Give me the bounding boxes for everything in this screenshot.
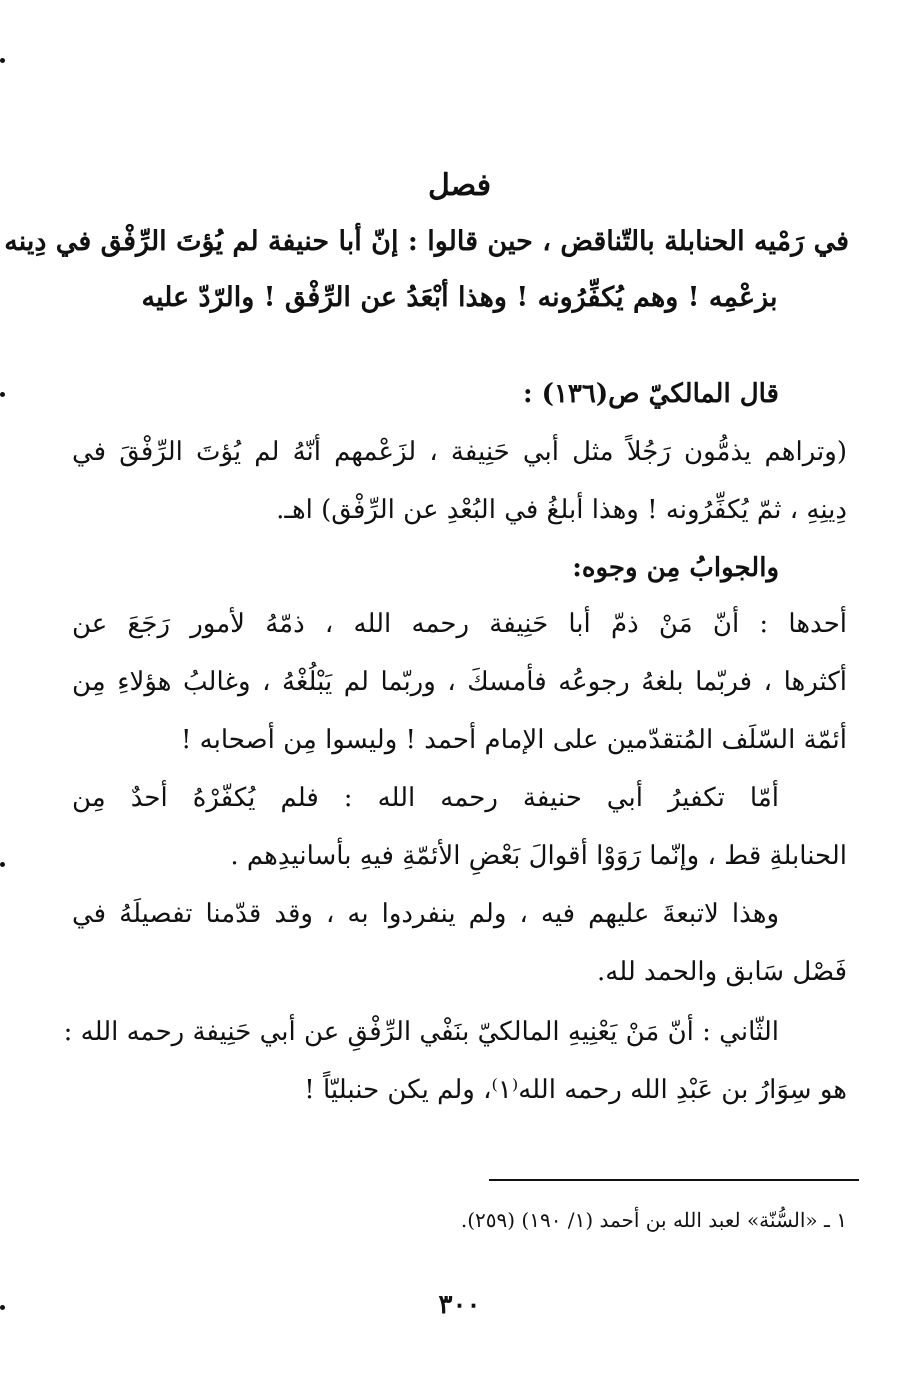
no-liability-line-2: فَصْل سَابق والحمد لله. (597, 957, 847, 987)
footnote: ١ ـ «السُّنّة» لعبد الله بن أحمد (١/ ١٩٠) (٢٥٩). (460, 1208, 847, 1232)
quote-intro: قال المالكيّ ص(١٣٦) : (523, 379, 779, 409)
scan-mark (0, 392, 5, 397)
second-point-line-2: هو سِوَارُ بن عَبْدِ الله رحمه الله⁽١⁾، ولم يكن حنبليّاً ! (304, 1075, 847, 1105)
first-point-line-1: أحدها : أنّ مَنْ ذمّ أبا حَنِيفة رحمه الله ، ذمّهُ لأمور رَجَعَ عن (72, 609, 847, 639)
quote-line-2: دِينِهِ ، ثمّ يُكفِّرُونه ! وهذا أبلغُ في البُعْدِ عن الرِّفْق) اهـ. (276, 495, 847, 525)
first-point-line-2: أكثرها ، فربّما بلغهُ رجوعُه فأمسكَ ، وربّما لم يَبْلُغْهُ ، وغالبُ هؤلاءِ مِن (72, 667, 847, 697)
takfir-line-2: الحنابلةِ قط ، وإنّما رَوَوْا أقوالَ بَعْضِ الأئمّةِ فيهِ بأسانيدِهم . (230, 841, 847, 871)
footnote-separator (489, 1179, 859, 1181)
scan-mark (0, 862, 5, 867)
section-subtitle-line-1: في رَمْيه الحنابلة بالتّناقض ، حين قالوا : إنّ أبا حنيفة لم يُؤتَ الرِّفْق في دِينه (4, 226, 849, 257)
takfir-line-1: أمّا تكفيرُ أبي حنيفة رحمه الله : فلم يُكفّرْهُ أحدٌ مِن (72, 783, 779, 813)
answer-intro: والجوابُ مِن وجوه: (572, 553, 779, 583)
page-number: ٣٠٠ (438, 1290, 481, 1320)
quote-line-1: (وتراهم يذمُّون رَجُلاً مثل أبي حَنِيفة ، لزَعْمهم أنّهُ لم يُؤتَ الرِّفْقَ في (72, 437, 847, 467)
section-subtitle-line-2: بزعْمِه ! وهم يُكفِّرُونه ! وهذا أبْعَدُ عن الرِّفْق ! والرّدّ عليه (141, 282, 778, 313)
first-point-line-3: أئمّة السّلَف المُتقدّمين على الإمام أحمد ! وليسوا مِن أصحابه ! (180, 725, 847, 755)
second-point-line-1: الثّاني : أنّ مَنْ يَعْنِيهِ المالكيّ بنَفْي الرِّفْقِ عن أبي حَنِيفة رحمه الله : (63, 1017, 779, 1047)
no-liability-line-1: وهذا لاتبعةَ عليهم فيه ، ولم ينفردوا به ، وقد قدّمنا تفصيلَهُ في (72, 899, 779, 929)
scan-mark (0, 58, 5, 63)
section-title: فصل (427, 168, 492, 203)
